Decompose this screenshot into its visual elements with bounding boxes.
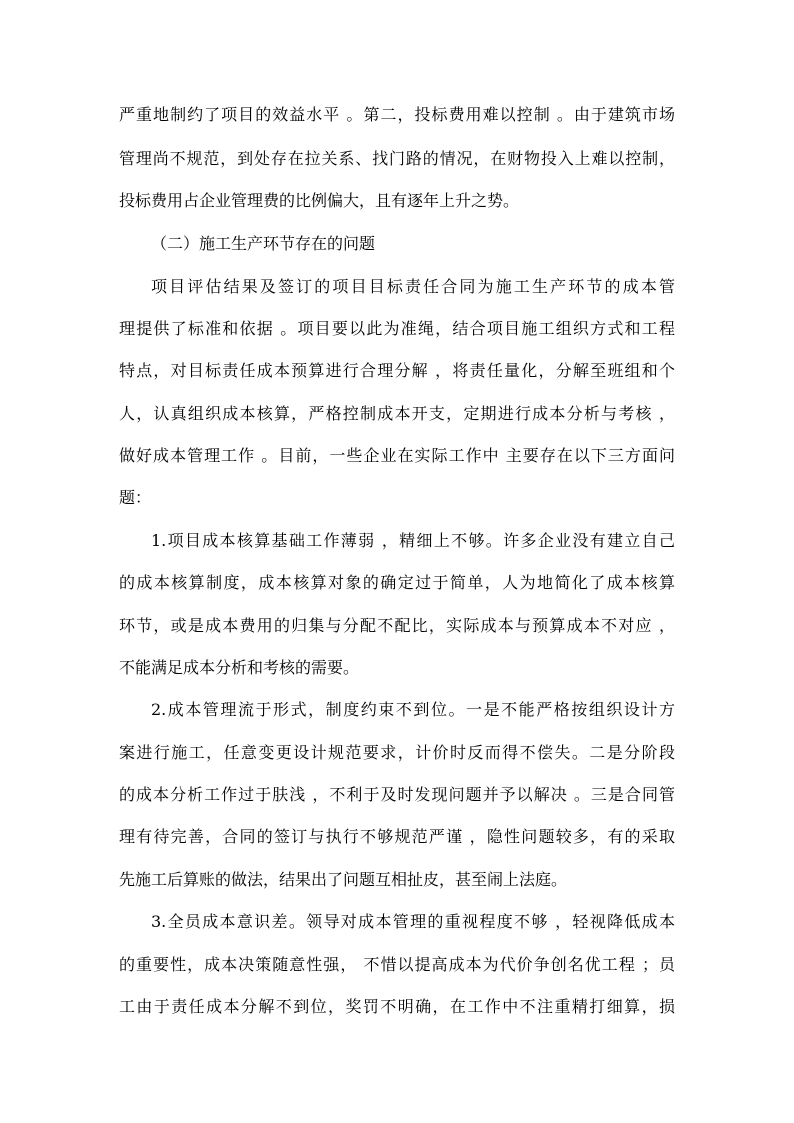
list-item-line: 1.项目成本核算基础工作薄弱 ，精细上不够。许多企业没有建立自己	[151, 531, 675, 550]
list-item-line: 环节，或是成本费用的归集与分配不配比，实际成本与预算成本不对应 ，	[119, 616, 675, 635]
list-item-line: 3.全员成本意识差。领导对成本管理的重视程度不够 ，轻视降低成本	[151, 912, 675, 931]
list-item-line: 不能满足成本分析和考核的需要。	[119, 658, 360, 677]
list-item-line: 的成本分析工作过于肤浅 ，不利于及时发现问题并予以解决 。三是合同管	[119, 785, 675, 804]
paragraph-line: 人，认真组织成本核算，严格控制成本开支，定期进行成本分析与考核 ，	[119, 404, 675, 423]
paragraph-line: 投标费用占企业管理费的比例偏大，且有逐年上升之势。	[119, 191, 520, 210]
list-item-line: 案进行施工，任意变更设计规范要求，计价时反而得不偿失。二是分阶段	[119, 743, 675, 762]
paragraph-line: 特点，对目标责任成本预算进行合理分解 ，将责任量化，分解至班组和个	[119, 361, 675, 380]
paragraph-line: 做好成本管理工作 。目前，一些企业在实际工作中 主要存在以下三方面问	[119, 446, 675, 465]
paragraph-line: 理提供了标准和依据 。项目要以此为准绳，结合项目施工组织方式和工程	[119, 319, 675, 338]
paragraph-line: 题：	[119, 488, 152, 507]
list-item-line: 先施工后算账的做法，结果出了问题互相扯皮，甚至闹上法庭。	[119, 870, 568, 889]
list-item-line: 工由于责任成本分解不到位，奖罚不明确，在工作中不注重精打细算，损	[119, 997, 675, 1016]
section-heading: （二）施工生产环节存在的问题	[151, 234, 376, 253]
list-item-line: 的成本核算制度，成本核算对象的确定过于简单，人为地简化了成本核算	[119, 573, 675, 592]
paragraph-line: 项目评估结果及签订的项目目标责任合同为施工生产环节的成本管	[151, 277, 675, 296]
paragraph-line: 管理尚不规范，到处存在拉关系、找门路的情况，在财物投入上难以控制，	[119, 149, 675, 168]
list-item-line: 2.成本管理流于形式，制度约束不到位。一是不能严格按组织设计方	[151, 700, 675, 719]
list-item-line: 理有待完善，合同的签订与执行不够规范严谨 ，隐性问题较多，有的采取	[119, 827, 675, 846]
paragraph-line: 严重地制约了项目的效益水平 。第二，投标费用难以控制 。由于建筑市场	[119, 105, 675, 124]
list-item-line: 的重要性，成本决策随意性强， 不惜以提高成本为代价争创名优工程 ；员	[119, 955, 675, 974]
